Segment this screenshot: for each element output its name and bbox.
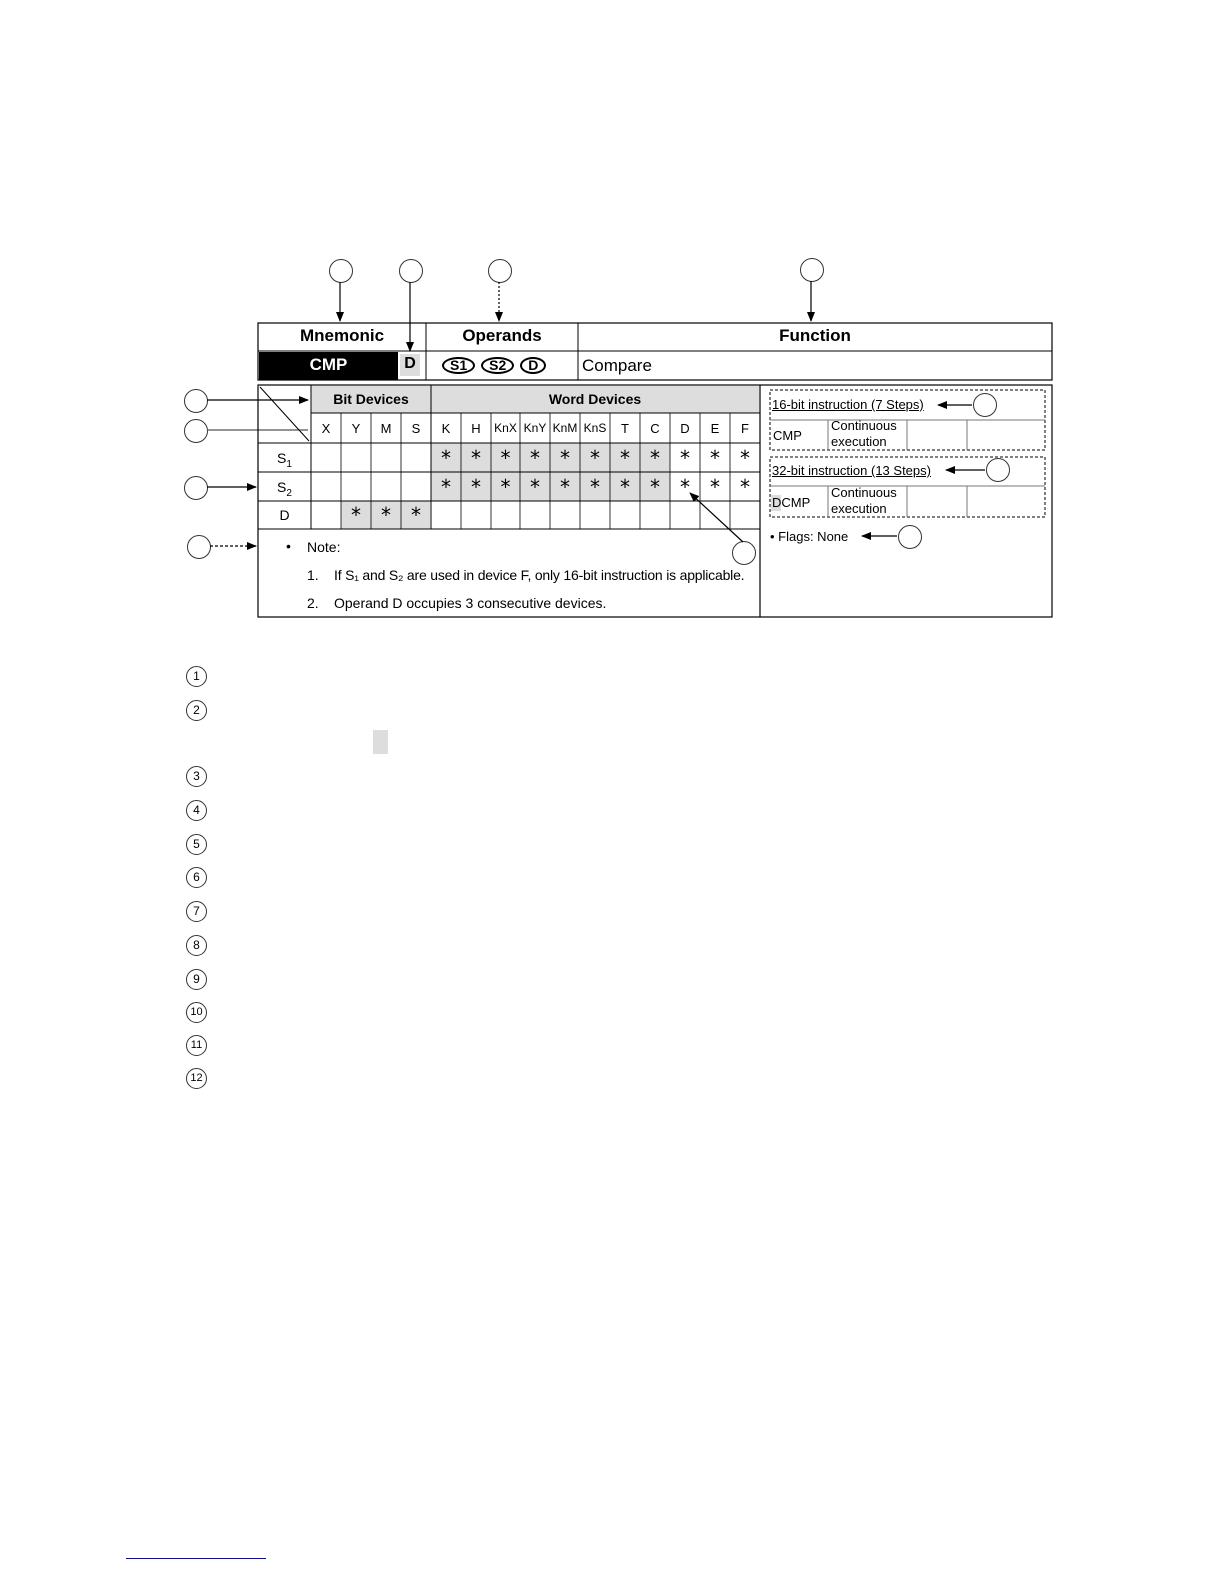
mark-s2-c: *: [650, 475, 660, 499]
mark-s1-kny: *: [530, 446, 540, 470]
mark-s1-c: *: [650, 446, 660, 470]
col-k: K: [441, 421, 451, 436]
mark-s1-e: *: [710, 446, 720, 470]
row-label-d: D: [279, 507, 290, 523]
legend-num-5: 5: [186, 834, 207, 855]
legend-num-12: 12: [186, 1068, 207, 1089]
col-knm: KnM: [552, 421, 578, 435]
col-kns: KnS: [583, 421, 607, 435]
mark-s1-f: *: [740, 446, 750, 470]
legend-num-2: 2: [186, 700, 207, 721]
function-header: Function: [779, 326, 851, 345]
mark-d-y: *: [351, 503, 361, 527]
col-kny: KnY: [523, 421, 547, 435]
col-t: T: [621, 421, 629, 436]
note-bullet: •: [286, 538, 291, 554]
mark-s1-d: *: [680, 446, 690, 470]
bit-devices-label: Bit Devices: [333, 391, 409, 407]
mark-s1-kns: *: [590, 446, 600, 470]
mark-s2-kns: *: [590, 475, 600, 499]
note-item-1-num: 1.: [307, 567, 319, 583]
mnemonic-header: Mnemonic: [299, 326, 385, 345]
diagram-lines: [0, 0, 1224, 700]
mark-s1-knx: *: [500, 446, 511, 470]
footer-rule: [126, 1558, 266, 1559]
col-c: C: [650, 421, 660, 436]
mark-s2-k: *: [441, 475, 451, 499]
mark-s1-knm: *: [560, 446, 570, 470]
operands-header: Operands: [462, 326, 542, 345]
col-s: S: [411, 421, 421, 436]
legend-num-4: 4: [186, 800, 207, 821]
col-h: H: [471, 421, 481, 436]
bit32-mnemonic: DCMP: [772, 495, 811, 510]
legend-num-1: 1: [186, 666, 207, 687]
flags-label: • Flags: None: [770, 529, 849, 544]
col-m: M: [380, 421, 392, 436]
mark-s2-d: *: [680, 475, 690, 499]
note-item-2-num: 2.: [307, 595, 319, 611]
mark-s2-f: *: [740, 475, 750, 499]
col-knx: KnX: [494, 421, 517, 435]
mark-s1-h: *: [471, 446, 481, 470]
legend-num-9: 9: [186, 969, 207, 990]
note-item-2-text: Operand D occupies 3 consecutive devices.: [334, 595, 607, 611]
mark-d-m: *: [381, 503, 391, 527]
bit16-exec: Continuous execution: [831, 418, 897, 449]
col-f: F: [741, 421, 749, 436]
row-label-s1: $S_1$: [277, 450, 292, 470]
operand-d: D: [520, 357, 546, 374]
legend-num-7: 7: [186, 901, 207, 922]
col-d: D: [680, 421, 690, 436]
mark-s2-e: *: [710, 475, 720, 499]
mark-s2-knx: *: [500, 475, 511, 499]
mnemonic-value: CMP: [309, 355, 348, 374]
legend-num-8: 8: [186, 935, 207, 956]
col-e: E: [710, 421, 720, 436]
legend-num-11: 11: [186, 1035, 207, 1056]
operand-list: [442, 357, 552, 375]
bit16-label: 16-bit instruction (7 Steps): [772, 397, 924, 412]
bit32-exec: Continuous execution: [831, 485, 897, 516]
mark-s2-t: *: [620, 475, 630, 499]
grey-marker: [373, 730, 388, 754]
mark-s2-kny: *: [530, 475, 540, 499]
mark-s1-t: *: [620, 446, 630, 470]
legend-num-3: 3: [186, 766, 207, 787]
d-tag: D: [404, 355, 416, 372]
operand-s1: S1: [442, 357, 475, 374]
note-title: Note:: [307, 539, 341, 555]
operand-s2: S2: [481, 357, 514, 374]
mark-s2-knm: *: [560, 475, 570, 499]
bit32-label: 32-bit instruction (13 Steps): [772, 463, 931, 478]
bit16-mnemonic: CMP: [773, 428, 802, 443]
function-value: Compare: [582, 356, 652, 375]
word-devices-label: Word Devices: [548, 391, 642, 407]
legend-num-6: 6: [186, 867, 207, 888]
row-label-s2: $S_2$: [277, 479, 292, 499]
mark-s2-h: *: [471, 475, 481, 499]
mark-s1-k: *: [441, 446, 451, 470]
legend-num-10: 10: [186, 1002, 207, 1023]
col-x: X: [321, 421, 331, 436]
mark-d-s: *: [411, 503, 421, 527]
note-item-1-text: If S₁ and S₂ are used in device F, only 16-bit instruction is applicable.: [334, 567, 745, 583]
col-y: Y: [351, 421, 361, 436]
